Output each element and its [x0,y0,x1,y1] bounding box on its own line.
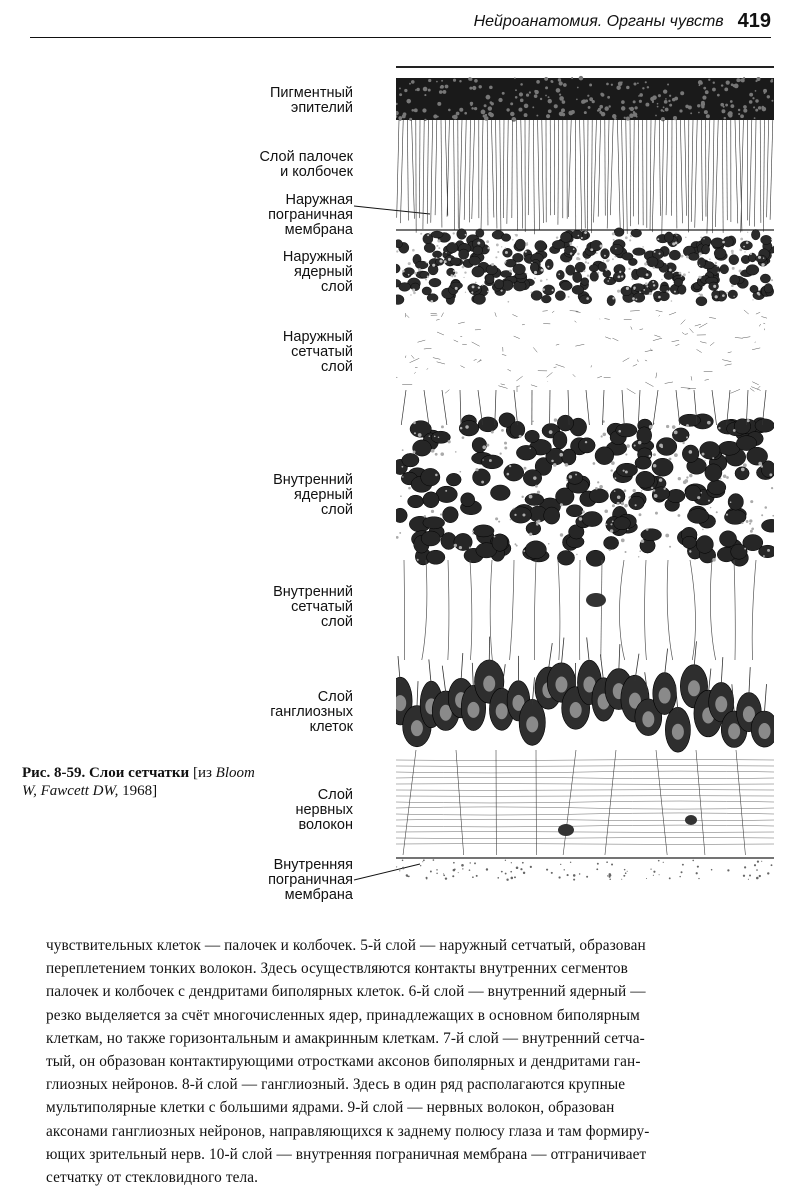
label-outer-nuclear-layer: Наружный ядерный слой [282,249,353,295]
label-inner-limiting-membrane: Внутренняя пограничная мембрана [268,857,353,903]
label-inner-plexiform-layer: Внутренний сетчатый слой [273,584,353,630]
caption-source-authors: Bloom W, Fawcett DW, [22,765,255,799]
caption-label: Рис. 8-59. Слои сетчатки [22,765,190,781]
label-rods-cones-layer: Слой палочек и колбочек [259,149,353,180]
retina-histology-figure [396,60,774,890]
figure-caption [22,764,262,800]
label-inner-nuclear-layer: Внутренний ядерный слой [273,472,353,518]
label-nerve-fiber-layer: Слой нервных волокон [295,787,353,833]
page-number: 419 [737,10,771,32]
label-outer-limiting-membrane: Наружная пограничная мембрана [268,192,353,238]
running-title: Нейроанатомия. Органы чувств [473,12,724,30]
label-outer-plexiform-layer: Наружный сетчатый слой [282,329,353,375]
caption-source-prefix: [из [189,765,212,781]
body-paragraph: чувствительных клеток — палочек и колбочек. 5-й слой — наружный сетчатый, образован переплетением тонких волокон. Здесь осуществляются контакты внутренних сегментов палочек и колбочек с дендритами биполярных клеток. 6-й слой — внутренний ядерный — резко выделяется за счёт многочисленных ядер, принадлежащих в основном биполярным клеткам, но также горизонтальным и амакринным клеткам. 7-й слой — внутренний сетча- тый, он образован контактирующими отростками аксонов биполярных и дендритами ган- глиозных нейронов. 8-й слой — ганглиозный. Здесь в один ряд располагаются крупные мультиполярные клетки с большими ядрами. 9-й слой — нервных волокон, образован аксонами ганглиозных нейронов, направляющихся к заднему полюсу глаза и там формиру- ющих зрительный нерв. 10-й слой — внутренняя пограничная мембрана — отграничивает сетчатку от стекловидного тела. [46,937,650,1187]
caption-source-year: 1968] [118,783,158,799]
label-ganglion-cell-layer: Слой ганглиозных клеток [270,689,353,735]
label-pigment-epithelium: Пигментный эпителий [269,85,353,116]
